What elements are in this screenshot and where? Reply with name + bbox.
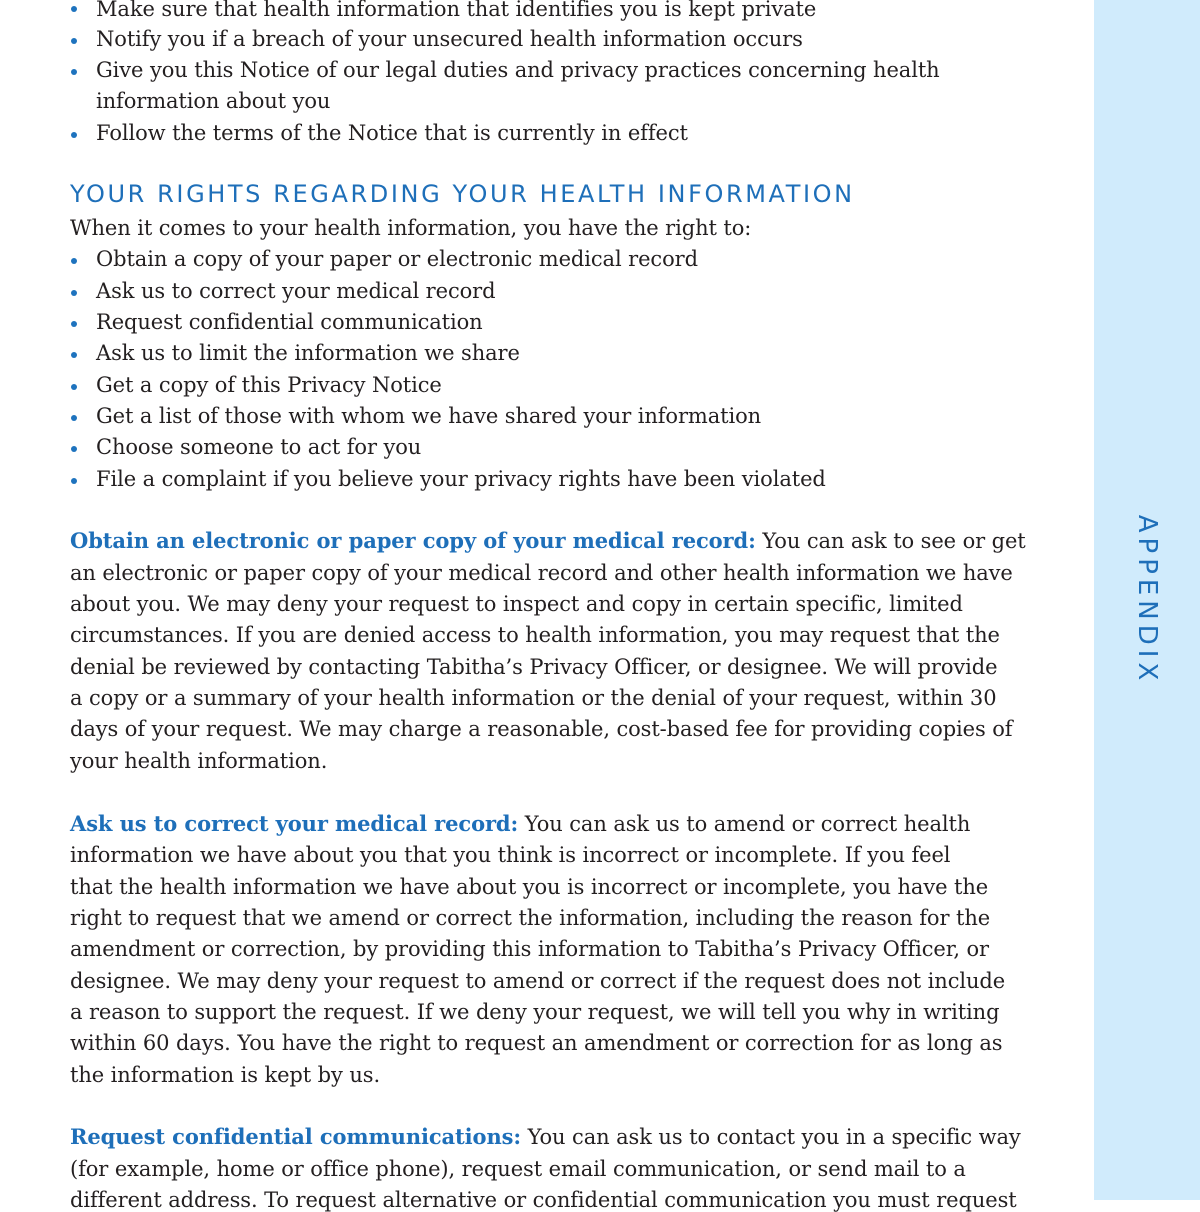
list-item: Request confidential communication [96,310,483,334]
paragraph-line [70,1125,1021,1149]
list-item: Obtain a copy of your paper or electronic medical record [96,247,698,271]
bullet-icon [71,478,77,484]
list-item: Follow the terms of the Notice that is currently in effect [96,121,688,145]
bullet-icon [71,446,77,452]
bullet-icon [71,384,77,390]
bullet-icon [71,38,77,44]
list-item-continuation: information about you [96,89,331,113]
list-item: Give you this Notice of our legal duties and privacy practices concerning health [96,58,940,82]
list-item: Ask us to correct your medical record [96,279,496,303]
section-heading: YOUR RIGHTS REGARDING YOUR HEALTH INFORMATION [70,180,855,208]
list-item: File a complaint if you believe your privacy rights have been violated [96,467,826,491]
paragraph-line: about you. We may deny your request to inspect and copy in certain specific, limited [70,592,963,616]
bullet-icon [71,290,77,296]
paragraph-text: You can ask us to amend or correct health [518,812,971,836]
bullet-icon [71,352,77,358]
paragraph-line: a reason to support the request. If we deny your request, we will tell you why in writing [70,1000,1000,1024]
list-item: Choose someone to act for you [96,435,422,459]
section-intro: When it comes to your health information, you have the right to: [70,216,752,240]
paragraph-line: different address. To request alternative or confidential communication you must request [70,1188,1017,1212]
paragraph-line: that the health information we have about you is incorrect or incomplete, you have the [70,875,989,899]
paragraph-line: days of your request. We may charge a reasonable, cost-based fee for providing copies of [70,717,1013,741]
bullet-icon [71,415,77,421]
bullet-icon [71,6,77,12]
paragraph-line: within 60 days. You have the right to request an amendment or correction for as long as [70,1031,1003,1055]
list-item: Get a list of those with whom we have shared your information [96,404,762,428]
paragraph-line: the information is kept by us. [70,1063,381,1087]
appendix-label: APPENDIX [1132,514,1162,686]
list-item: Ask us to limit the information we share [96,341,520,365]
appendix-side-tab [1094,0,1200,1200]
paragraph-line: (for example, home or office phone), request email communication, or send mail to a [70,1157,966,1181]
paragraph-line [70,529,1026,553]
list-item: Make sure that health information that identifies you is kept private [96,0,817,21]
paragraph-text: You can ask to see or get [755,529,1026,553]
bullet-icon [71,321,77,327]
paragraph-line: an electronic or paper copy of your medical record and other health information we have [70,561,1013,585]
paragraph-text: You can ask us to contact you in a specific way [521,1125,1021,1149]
paragraph-line [70,812,970,836]
paragraph-line: designee. We may deny your request to amend or correct if the request does not include [70,969,1006,993]
list-item: Notify you if a breach of your unsecured health information occurs [96,27,803,51]
paragraph-line: your health information. [70,749,328,773]
paragraph-line: a copy or a summary of your health information or the denial of your request, within 30 [70,686,997,710]
bullet-icon [71,69,77,75]
paragraph-lead: Request confidential communications: [70,1124,521,1149]
bullet-icon [71,258,77,264]
paragraph-line: information we have about you that you think is incorrect or incomplete. If you feel [70,843,951,867]
paragraph-line: amendment or correction, by providing this information to Tabitha’s Privacy Officer, or [70,937,989,961]
list-item: Get a copy of this Privacy Notice [96,373,442,397]
bullet-icon [71,132,77,138]
paragraph-lead: Obtain an electronic or paper copy of your medical record: [70,528,756,553]
paragraph-line: denial be reviewed by contacting Tabitha’s Privacy Officer, or designee. We will provide [70,655,998,679]
paragraph-line: right to request that we amend or correct the information, including the reason for the [70,906,991,930]
paragraph-lead: Ask us to correct your medical record: [70,811,519,836]
paragraph-line: circumstances. If you are denied access to health information, you may request that the [70,623,1000,647]
